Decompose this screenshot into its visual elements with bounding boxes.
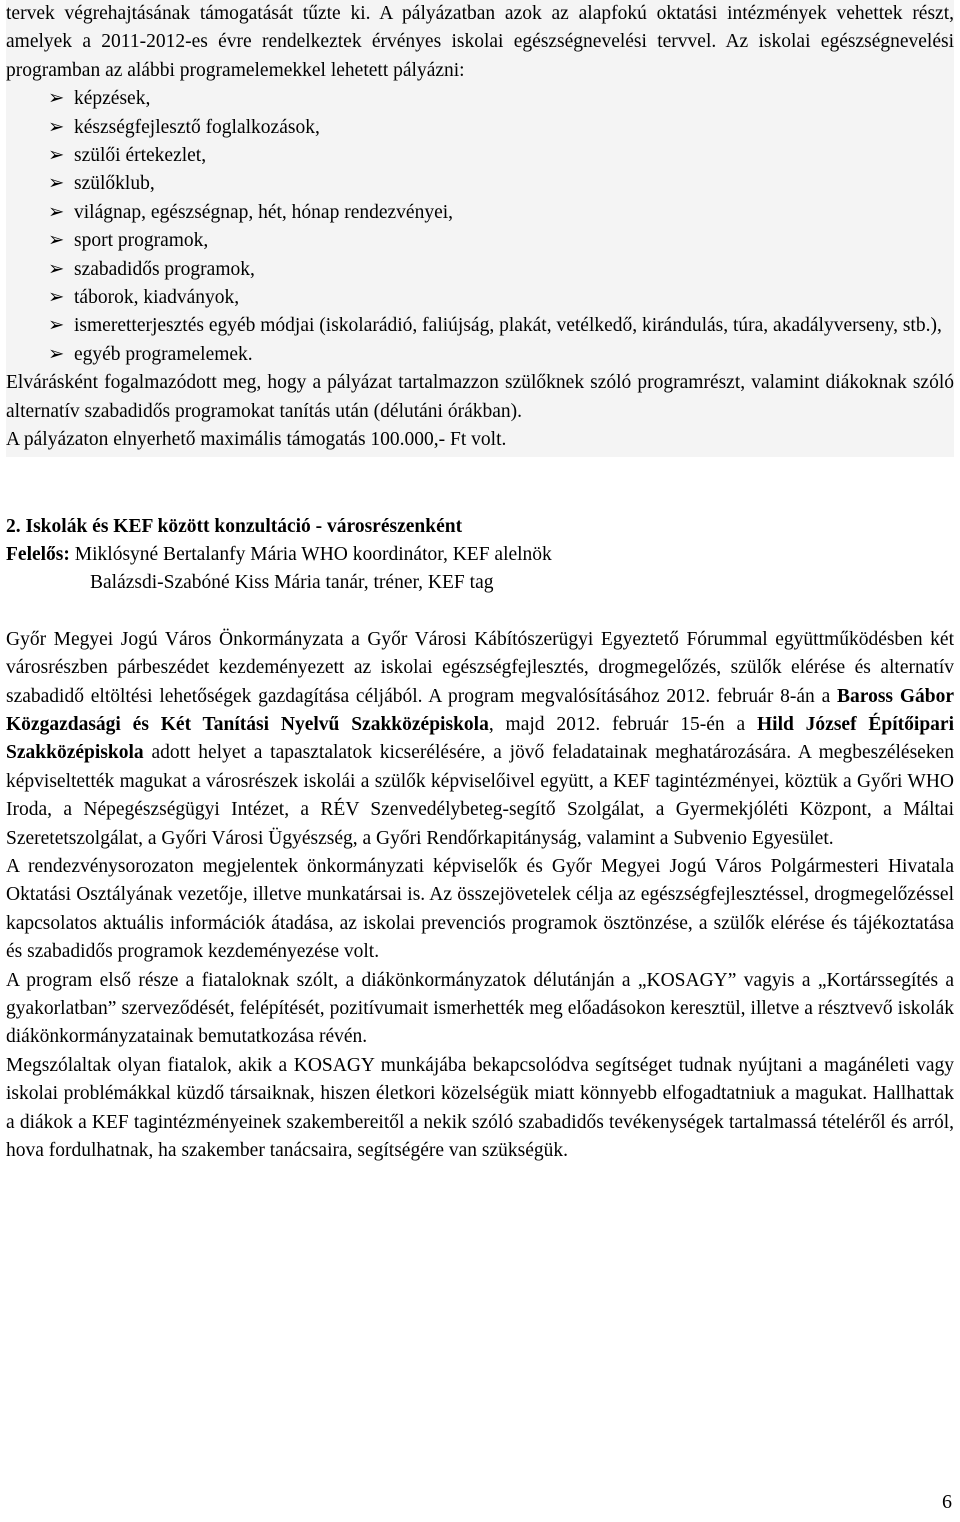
arrowhead-bullet-icon: ➢	[48, 230, 65, 252]
program-element-list	[6, 85, 954, 369]
arrowhead-bullet-icon: ➢	[48, 145, 65, 167]
arrowhead-bullet-icon: ➢	[48, 343, 65, 365]
list-item	[6, 256, 954, 284]
arrowhead-bullet-icon: ➢	[48, 287, 65, 309]
consultation-paragraph: Győr Megyei Jogú Város Önkormányzata a Győr Városi Kábítószerügyi Egyeztető Fórummal együttműködésben két városrészben párbeszédet kezdeményezett az iskolai egészségfejlesztés, drogmegelőzés, szülők elérése és alternatív szabadidő eltöltési lehetőségek gazdagítása céljából. A program megvalósításához 2012. február 8-án a Baross Gábor Közgazdasági és Két Tanítási Nyelvű Szakközépiskola, majd 2012. február 15-én a Hild József Építőipari Szakközépiskola adott helyet a tapasztalatok kicserélésére, a jövő feladatainak meghatározására. A megbeszéléseken képviseltették magukat a városrészek iskolái a szülők képviselőivel együtt, a KEF tagintézményei, köztük a Győri WHO Iroda, a Népegészségügyi Intézet, a RÉV Szenvedélybeteg-segítő Szolgálat, a Gyermekjóléti Központ, a Máltai Szeretetszolgálat, a Győri Városi Ügyészség, a Győri Rendőrkapitányság, valamint a Subvenio Egyesület.	[6, 628, 955, 849]
arrowhead-bullet-icon: ➢	[48, 258, 65, 280]
expectation-paragraph: Elvárásként fogalmazódott meg, hogy a pályázat tartalmazzon szülőknek szóló programrészt, valamint diákoknak szóló alternatív szabadidős programokat tanítás után (délutáni órákban).	[6, 372, 954, 422]
page-number: 6	[942, 1490, 952, 1513]
shaded-block	[6, 0, 954, 457]
program-first-part-paragraph: A program első része a fiataloknak szólt, a diákönkormányzatok délutánján a „KOSAGY” vagyis a „Kortárssegítés a gyakorlatban” szerveződését, felépítését, pozitívumait ismerhették meg előadásokon keresztül, illetve a résztvevő iskolák diákönkormányzatainak bemutatkozása révén.	[6, 969, 954, 1048]
arrowhead-bullet-icon: ➢	[48, 116, 65, 138]
list-item-text: szabadidős programok,	[74, 258, 255, 280]
arrowhead-bullet-icon: ➢	[48, 88, 65, 110]
list-item-text: ismeretterjesztés egyéb módjai (iskolarádió, faliújság, plakát, vetélkedő, kirándulás, túra, akadályverseny, stb.),	[74, 315, 942, 337]
arrowhead-bullet-icon: ➢	[48, 315, 65, 337]
responsible-person-2: Balázsdi-Szabóné Kiss Mária tanár, tréner, KEF tag	[90, 572, 494, 594]
list-item	[6, 341, 954, 369]
responsible-label: Felelős:	[6, 543, 70, 565]
responsible-person-1: Miklósyné Bertalanfy Mária WHO koordinátor, KEF alelnök	[69, 543, 552, 565]
responsible-line	[6, 541, 954, 569]
list-item-text: képzések,	[74, 88, 151, 110]
arrowhead-bullet-icon: ➢	[48, 173, 65, 195]
list-item-text: világnap, egészségnap, hét, hónap rendezvényei,	[74, 201, 454, 223]
section-heading: 2. Iskolák és KEF között konzultáció - városrészenként	[6, 515, 463, 537]
list-item	[6, 199, 954, 227]
list-item	[6, 312, 954, 340]
page-content	[6, 0, 954, 1165]
youth-speakers-paragraph: Megszólaltak olyan fiatalok, akik a KOSAGY munkájába bekapcsolódva segítséget tudnak nyújtani a magánéleti vagy iskolai problémákkal küzdő társaiknak, hiszen életkori közelségük miatt könnyebb elfogadtatniuk a magukat. Hallhattak a diákok a KEF tagintézményeinek szakembereitől a nekik szóló szabadidős tevékenységek tartalmassá tételéről és arról, hova fordulhatnak, ha szakember tanácsaira, segítségére van szükségük.	[6, 1054, 954, 1162]
intro-paragraph: tervek végrehajtásának támogatását tűzte ki. A pályázatban azok az alapfokú oktatási intézmények vehettek részt, amelyek a 2011-2012-es évre rendelkeztek érvényes iskolai egészségnevelési tervvel. Az iskolai egészségnevelési programban az alábbi programelemekkel lehetett pályázni:	[6, 3, 954, 81]
list-item	[6, 170, 954, 198]
list-item	[6, 114, 954, 142]
list-item	[6, 227, 954, 255]
list-item	[6, 85, 954, 113]
list-item-text: szülői értekezlet,	[74, 145, 207, 167]
list-item	[6, 284, 954, 312]
list-item-text: egyéb programelemek.	[74, 343, 253, 365]
arrowhead-bullet-icon: ➢	[48, 201, 65, 223]
school-name-hild: Hild József Építőipari Szakközépiskola	[6, 713, 955, 764]
list-item-text: készségfejlesztő foglalkozások,	[74, 116, 320, 138]
spacer	[6, 598, 954, 626]
max-grant-paragraph: A pályázaton elnyerhető maximális támogatás 100.000,- Ft volt.	[6, 429, 507, 451]
spacer	[6, 457, 954, 513]
school-name-baross: Baross Gábor Közgazdasági és Két Tanítási Nyelvű Szakközépiskola	[6, 685, 954, 735]
list-item-text: sport programok,	[74, 230, 209, 252]
list-item-text: táborok, kiadványok,	[74, 287, 240, 309]
list-item-text: szülőklub,	[74, 173, 155, 195]
list-item	[6, 142, 954, 170]
attendees-paragraph: A rendezvénysorozaton megjelentek önkormányzati képviselők és Győr Megyei Jogú Város Polgármesteri Hivatala Oktatási Osztályának vezetője, illetve munkatársai is. Az összejövetelek célja az egészségfejlesztéssel, drogmegelőzéssel kapcsolatos aktuális információk átadása, az iskolai prevenciós programok ösztönzése, a szülők elérése és tájékoztatása és szabadidős programok kezdeményezése volt.	[6, 855, 954, 963]
